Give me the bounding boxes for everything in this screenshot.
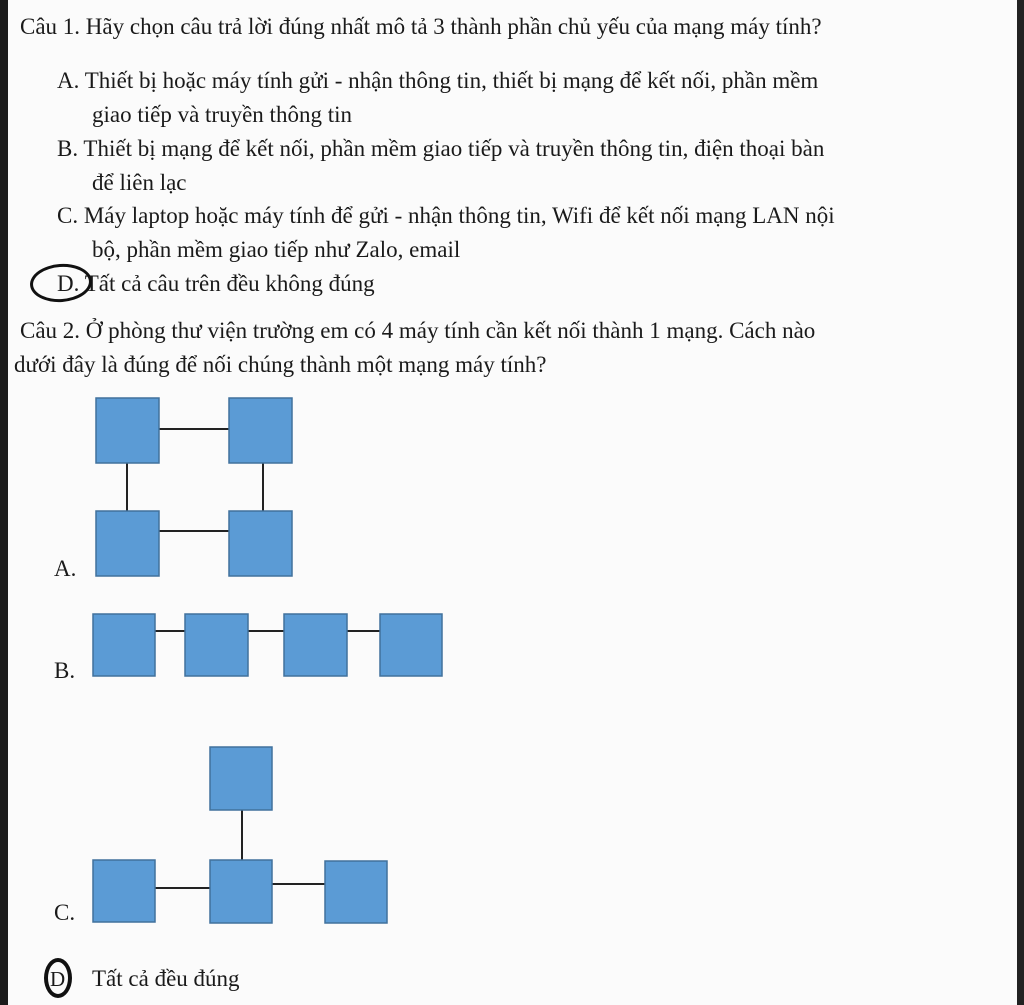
q2-option-d-text: Tất cả đều đúng bbox=[92, 966, 240, 991]
q2-option-a-label: A. bbox=[54, 556, 77, 581]
diagram-b-node-2 bbox=[185, 614, 248, 676]
q1-option-d-letter: D. bbox=[57, 271, 80, 296]
q1-option-a-line2: giao tiếp và truyền thông tin bbox=[92, 102, 352, 127]
diagram-b-node-3 bbox=[284, 614, 347, 676]
diagram-c-node-top bbox=[210, 747, 272, 810]
diagram-a-node-bottom-left bbox=[96, 511, 159, 576]
q1-option-d-text: Tất cả câu trên đều không đúng bbox=[84, 271, 375, 296]
diagram-b-node-1 bbox=[93, 614, 155, 676]
question-1-text: Câu 1. Hãy chọn câu trả lời đúng nhất mô tả 3 thành phần chủ yếu của mạng máy tính? bbox=[20, 14, 822, 39]
q1-option-c-line1: C. Máy laptop hoặc máy tính để gửi - nhận thông tin, Wifi để kết nối mạng LAN nội bbox=[57, 203, 835, 228]
diagram-c-node-left bbox=[93, 860, 155, 922]
question-2-line2: dưới đây là đúng để nối chúng thành một mạng máy tính? bbox=[14, 352, 547, 377]
question-2-line1: Câu 2. Ở phòng thư viện trường em có 4 máy tính cần kết nối thành 1 mạng. Cách nào bbox=[20, 318, 816, 343]
diagram-c-node-center bbox=[210, 860, 272, 923]
diagram-b-node-4 bbox=[380, 614, 442, 676]
q1-option-b-line2: để liên lạc bbox=[92, 170, 187, 195]
diagram-a-ring-topology bbox=[96, 398, 292, 576]
diagram-a-node-bottom-right bbox=[229, 511, 292, 576]
diagram-c-tree-topology bbox=[93, 747, 387, 923]
q1-option-b-line1: B. Thiết bị mạng để kết nối, phần mềm giao tiếp và truyền thông tin, điện thoại bàn bbox=[57, 136, 825, 161]
q2-option-b-label: B. bbox=[54, 658, 76, 683]
diagram-c-node-right bbox=[325, 861, 387, 923]
diagram-b-bus-topology bbox=[93, 614, 442, 676]
q2-option-d-letter: D bbox=[50, 967, 66, 991]
diagram-a-node-top-left bbox=[96, 398, 159, 463]
q1-option-c-line2: bộ, phần mềm giao tiếp như Zalo, email bbox=[92, 237, 461, 262]
q2-answer-circle-mark bbox=[44, 958, 72, 998]
q1-option-a-line1: A. Thiết bị hoặc máy tính gửi - nhận thông tin, thiết bị mạng để kết nối, phần mềm bbox=[57, 68, 819, 93]
q2-option-c-label: C. bbox=[54, 900, 76, 925]
diagram-a-node-top-right bbox=[229, 398, 292, 463]
